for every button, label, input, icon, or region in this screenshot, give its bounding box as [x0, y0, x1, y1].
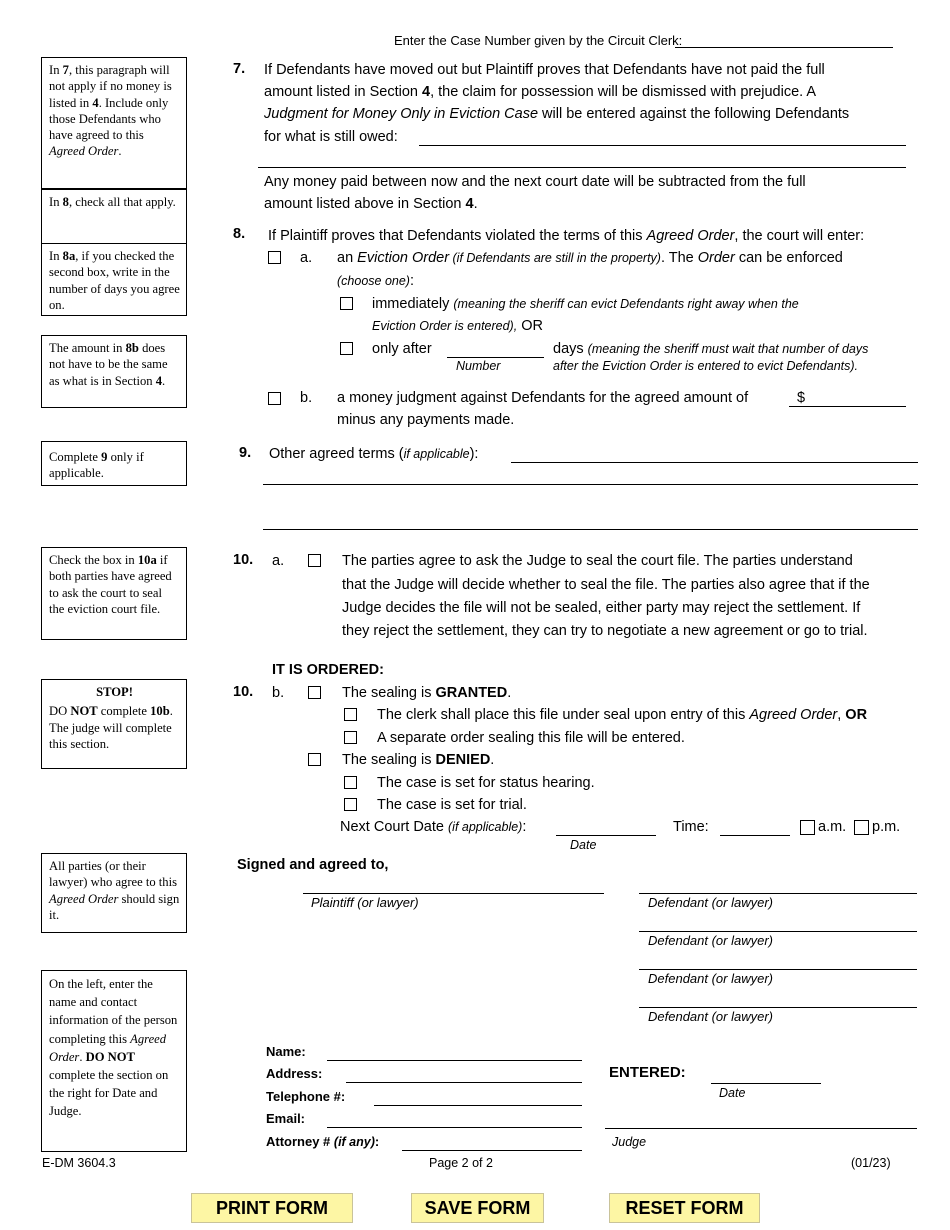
address-input[interactable] — [346, 1066, 582, 1083]
sidebar-note-7: In 7, this paragraph will not apply if no money is listed in 4. Include only those Defendants who have agreed to this Agreed Order. — [41, 57, 187, 189]
defendant-signature-label-1: Defendant (or lawyer) — [648, 895, 773, 910]
next-court-date-sublabel: Date — [570, 838, 597, 852]
only-after-line-1: days (meaning the sheriff must wait that number of days — [553, 341, 869, 357]
form-id: E-DM 3604.3 — [42, 1156, 116, 1170]
sidebar-note-8: In 8, check all that apply. — [41, 189, 187, 244]
section-8b-checkbox[interactable] — [268, 392, 281, 405]
judge-signature-line — [605, 1128, 917, 1129]
number-of-days-input[interactable] — [447, 341, 544, 358]
attorney-label: Attorney # (if any): — [266, 1134, 380, 1149]
section-8b-label: b. — [300, 390, 313, 406]
defendants-owed-input-2[interactable] — [258, 151, 906, 168]
section-7-para-2-line-2: amount listed above in Section 4. — [264, 196, 478, 212]
immediately-line-1: immediately (meaning the sheriff can evict Defendants right away when the — [372, 296, 799, 312]
status-hearing-label: The case is set for status hearing. — [377, 775, 595, 791]
defendant-signature-label-3: Defendant (or lawyer) — [648, 971, 773, 986]
next-court-date-label: Next Court Date (if applicable): — [340, 819, 527, 835]
defendant-signature-label-2: Defendant (or lawyer) — [648, 933, 773, 948]
section-8a-label: a. — [300, 250, 313, 266]
section-8-intro: If Plaintiff proves that Defendants violated the terms of this Agreed Order, the court will enter: — [268, 228, 865, 244]
section-7-para-2-line-1: Any money paid between now and the next court date will be subtracted from the full — [264, 174, 806, 190]
separate-order-label: A separate order sealing this file will be entered. — [377, 730, 685, 746]
set-for-trial-label: The case is set for trial. — [377, 797, 527, 813]
clerk-seal-label: The clerk shall place this file under seal upon entry of this Agreed Order, OR — [377, 707, 868, 723]
section-10a-label: a. — [272, 553, 285, 569]
section-7-number: 7. — [233, 61, 246, 77]
section-8a-line-1: an Eviction Order (if Defendants are still in the property). The Order can be enforced — [337, 250, 843, 266]
reset-form-button[interactable]: RESET FORM — [609, 1193, 760, 1223]
time-input[interactable] — [720, 819, 790, 836]
defendant-signature-label-4: Defendant (or lawyer) — [648, 1009, 773, 1024]
email-label: Email: — [266, 1111, 306, 1126]
section-9-label: Other agreed terms (if applicable): — [269, 446, 479, 462]
clerk-seal-checkbox[interactable] — [344, 708, 357, 721]
sidebar-note-8b: The amount in 8b does not have to be the same as what is in Section 4. — [41, 335, 187, 408]
attorney-number-input[interactable] — [402, 1134, 582, 1151]
section-8b-line-1: a money judgment against Defendants for the agreed amount of — [337, 390, 749, 406]
time-label: Time: — [673, 819, 709, 835]
entered-label: ENTERED: — [609, 1064, 686, 1081]
money-judgment-amount-input[interactable] — [789, 391, 906, 407]
section-8a-choose-one: (choose one): — [337, 273, 414, 289]
set-for-trial-checkbox[interactable] — [344, 798, 357, 811]
save-form-button[interactable]: SAVE FORM — [411, 1193, 544, 1223]
section-7-line-2: amount listed in Section 4, the claim for possession will be dismissed with prejudice. A — [264, 84, 817, 100]
sealing-granted-label: The sealing is GRANTED. — [342, 685, 512, 701]
section-10b-number: 10. — [233, 684, 254, 700]
sidebar-stop-box: STOP! DO NOT complete 10b. The judge will complete this section. — [41, 679, 187, 769]
pm-checkbox[interactable] — [854, 820, 869, 835]
section-7-line-3: Judgment for Money Only in Eviction Case will be entered against the following Defendants — [264, 106, 850, 122]
sealing-granted-checkbox[interactable] — [308, 686, 321, 699]
sealing-denied-checkbox[interactable] — [308, 753, 321, 766]
section-8-number: 8. — [233, 226, 246, 242]
page-number: Page 2 of 2 — [429, 1156, 493, 1170]
it-is-ordered-heading: IT IS ORDERED: — [272, 662, 384, 678]
print-form-button[interactable]: PRINT FORM — [191, 1193, 353, 1223]
only-after-label: only after — [372, 341, 432, 357]
immediately-checkbox[interactable] — [340, 297, 353, 310]
other-terms-input-1[interactable] — [511, 446, 918, 463]
section-10a-line-4: they reject the settlement, they can try to negotiate a new agreement or go to trial. — [342, 623, 868, 639]
pm-label: p.m. — [872, 819, 901, 835]
only-after-checkbox[interactable] — [340, 342, 353, 355]
am-checkbox[interactable] — [800, 820, 815, 835]
section-7-line-4: for what is still owed: — [264, 129, 398, 145]
judge-label: Judge — [612, 1135, 647, 1149]
only-after-line-2: after the Eviction Order is entered to evict Defendants). — [553, 359, 859, 373]
plaintiff-signature-label: Plaintiff (or lawyer) — [311, 895, 419, 910]
address-label: Address: — [266, 1066, 323, 1081]
sidebar-note-9: Complete 9 only if applicable. — [41, 441, 187, 486]
sealing-denied-label: The sealing is DENIED. — [342, 752, 495, 768]
seal-request-checkbox[interactable] — [308, 554, 321, 567]
case-number-label: Enter the Case Number given by the Circuit Clerk: — [394, 33, 683, 48]
number-label: Number — [456, 359, 501, 373]
section-10a-line-1: The parties agree to ask the Judge to seal the court file. The parties understand — [342, 553, 853, 569]
stop-title: STOP! — [96, 685, 133, 699]
status-hearing-checkbox[interactable] — [344, 776, 357, 789]
other-terms-input-3[interactable] — [263, 513, 918, 530]
next-court-date-input[interactable] — [556, 819, 656, 836]
am-label: a.m. — [818, 819, 847, 835]
section-8a-checkbox[interactable] — [268, 251, 281, 264]
section-10a-line-2: that the Judge will decide whether to seal the file. The parties also agree that if the — [342, 577, 870, 593]
section-10a-number: 10. — [233, 552, 254, 568]
name-input[interactable] — [327, 1044, 582, 1061]
telephone-input[interactable] — [374, 1089, 582, 1106]
other-terms-input-2[interactable] — [263, 468, 918, 485]
sidebar-note-10a: Check the box in 10a if both parties have agreed to ask the court to seal the eviction court file. — [41, 547, 187, 640]
immediately-line-2: Eviction Order is entered), OR — [372, 318, 543, 334]
section-7-line-1: If Defendants have moved out but Plaintiff proves that Defendants have not paid the full — [264, 62, 825, 78]
dollar-sign: $ — [797, 390, 806, 406]
section-8b-line-2: minus any payments made. — [337, 412, 515, 428]
sidebar-note-sign: All parties (or their lawyer) who agree to this Agreed Order should sign it. — [41, 853, 187, 933]
case-number-input[interactable] — [675, 31, 893, 48]
defendants-owed-input[interactable] — [419, 129, 906, 146]
section-10a-line-3: Judge decides the file will not be sealed, either party may reject the settlement. If — [342, 600, 861, 616]
email-input[interactable] — [327, 1111, 582, 1128]
telephone-label: Telephone #: — [266, 1089, 346, 1104]
entered-date-label: Date — [719, 1086, 746, 1100]
signed-heading: Signed and agreed to, — [237, 857, 389, 873]
separate-order-checkbox[interactable] — [344, 731, 357, 744]
name-label: Name: — [266, 1044, 306, 1059]
sidebar-note-8a: In 8a, if you checked the second box, write in the number of days you agree on. — [41, 243, 187, 316]
section-10b-label: b. — [272, 685, 285, 701]
section-9-number: 9. — [239, 445, 252, 461]
sidebar-note-contact: On the left, enter the name and contact information of the person completing this Agreed Order. DO NOT complete the section on the right for Date and Judge. — [41, 970, 187, 1152]
revision-date: (01/23) — [851, 1156, 891, 1170]
